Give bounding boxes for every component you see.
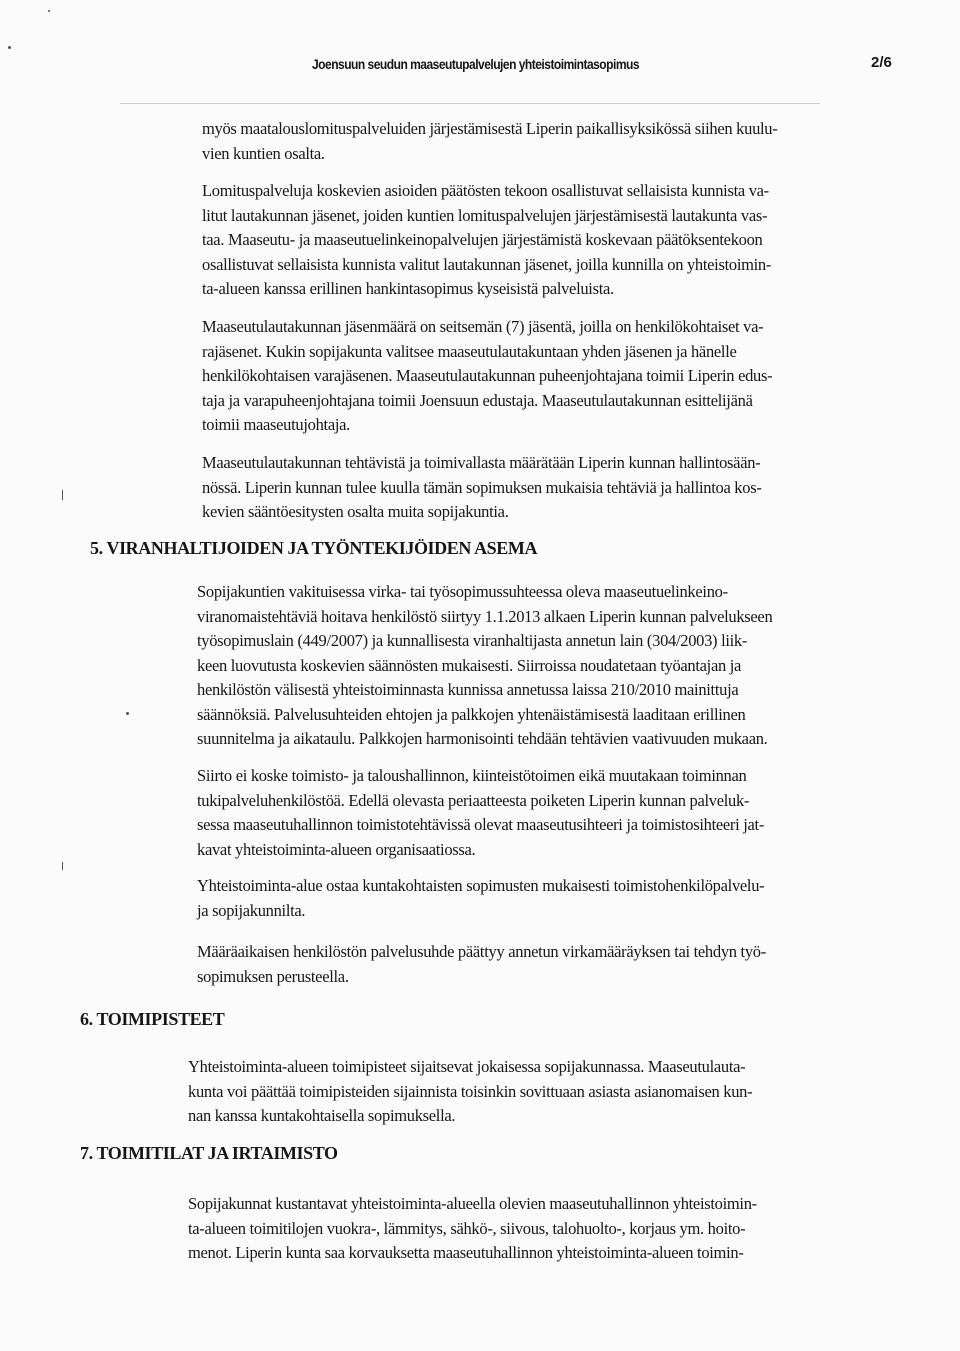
text-line: myös maatalouslomituspalveluiden järjestämisestä Liperin paikallisyksikössä siihen kuulu- <box>202 119 778 138</box>
text-line: sopimuksen perusteella. <box>197 966 349 986</box>
text-line: menot. Liperin kunta saa korvauksetta maaseutuhallinnon yhteistoiminta-alueen toimin- <box>188 1243 744 1262</box>
section-5-heading: 5. VIRANHALTIJOIDEN JA TYÖNTEKIJÖIDEN ASEMA <box>90 538 538 558</box>
scan-speck <box>126 712 129 715</box>
section-6-heading: 6. TOIMIPISTEET <box>80 1009 225 1029</box>
text-line: kunta voi päättää toimipisteiden sijainnista toisinkin sovittuaan asiasta asianomaisen kun- <box>188 1081 753 1101</box>
text-line: kavat yhteistoiminta-alueen organisaatiossa. <box>197 839 476 859</box>
scan-artifact-line <box>120 103 820 104</box>
text-line: Sopijakunnat kustantavat yhteistoiminta-alueella olevien maaseutuhallinnon yhteistoimin- <box>188 1194 757 1213</box>
paragraph-9 <box>188 1055 752 1129</box>
text-line: Maaseutulautakunnan jäsenmäärä on seitsemän (7) jäsentä, joilla on henkilökohtaiset va- <box>202 317 764 336</box>
text-line: ja sopijakunnilta. <box>197 900 306 920</box>
paragraph-4 <box>202 451 762 525</box>
text-line: sessa maaseutuhallinnon toimistotehtävissä olevat maaseutusihteeri ja toimistosihteeri jat- <box>197 815 765 834</box>
text-line: nan kanssa kuntakohtaisella sopimuksella. <box>188 1106 456 1125</box>
paragraph-6 <box>197 764 764 862</box>
paragraph-1 <box>202 117 777 166</box>
text-line: taa. Maaseutu- ja maaseutuelinkeinopalvelujen järjestämistä koskevaan päätöksentekoon <box>202 230 763 249</box>
text-line: toimii maaseutujohtaja. <box>202 415 350 434</box>
page-number: 2/6 <box>871 54 892 71</box>
text-line: henkilöstön välisestä yhteistoiminnasta kunnissa annetussa laissa 210/2010 mainittuja <box>197 680 739 699</box>
text-line: ta-alueen toimitilojen vuokra-, lämmitys, sähkö-, siivous, talohuolto-, korjaus ym. hoito- <box>188 1218 746 1238</box>
paragraph-10 <box>188 1192 757 1266</box>
text-line: suunnitelma ja aikataulu. Palkkojen harmonisointi tehdään tehtävien vaativuuden mukaan. <box>197 729 768 748</box>
text-line: Yhteistoiminta-alueen toimipisteet sijaitsevat jokaisessa sopijakunnassa. Maaseutulauta- <box>188 1057 746 1076</box>
text-line: vien kuntien osalta. <box>202 143 325 163</box>
text-line: litut lautakunnan jäsenet, joiden kuntien lomituspalvelujen järjestämisestä lautakunta vas- <box>202 205 768 225</box>
text-line: nössä. Liperin kunnan tulee kuulla tämän sopimuksen mukaisia tehtäviä ja hallintoa kos- <box>202 477 762 497</box>
text-line: Siirto ei koske toimisto- ja taloushallinnon, kiinteistötoimen eikä muutakaan toiminnan <box>197 766 747 785</box>
text-line: tukipalveluhenkilöstöä. Edellä olevasta periaatteesta poiketen Liperin kunnan palveluk- <box>197 790 750 810</box>
text-line: henkilökohtaisen varajäsenen. Maaseutulautakunnan puheenjohtajana toimii Liperin edus- <box>202 366 773 385</box>
scan-speck <box>8 46 11 49</box>
section-7-heading: 7. TOIMITILAT JA IRTAIMISTO <box>80 1143 338 1163</box>
text-line: keen luovutusta koskevien säännösten mukaisesti. Siirroissa noudatetaan työantajan ja <box>197 655 742 675</box>
paragraph-7 <box>197 874 764 923</box>
scan-speck <box>62 490 63 500</box>
text-line: työsopimuslain (449/2007) ja kunnallisesta viranhaltijasta annetun lain (304/2003) liik- <box>197 631 748 650</box>
text-line: ta-alueen kanssa erillinen hankintasopimus kyseisistä palveluista. <box>202 279 614 298</box>
paragraph-3 <box>202 315 772 438</box>
text-line: Yhteistoiminta-alue ostaa kuntakohtaisten sopimusten mukaisesti toimistohenkilöpalvelu- <box>197 876 765 895</box>
text-line: Lomituspalveluja koskevien asioiden päätösten tekoon osallistuvat sellaisista kunnista va- <box>202 181 769 200</box>
paragraph-5 <box>197 580 772 752</box>
text-line: Sopijakuntien vakituisessa virka- tai työsopimussuhteessa oleva maaseutuelinkeino- <box>197 582 728 601</box>
text-line: säännöksiä. Palvelusuhteiden ehtojen ja palkkojen yhtenäistämisestä laaditaan erillinen <box>197 704 746 724</box>
text-line: rajäsenet. Kukin sopijakunta valitsee maaseutulautakuntaan yhden jäsenen ja hänelle <box>202 341 737 361</box>
paragraph-8 <box>197 940 766 989</box>
text-line: taja ja varapuheenjohtajana toimii Joensuun edustaja. Maaseutulautakunnan esittelijänä <box>202 390 753 410</box>
text-line: osallistuvat sellaisista kunnista valitut lautakunnan jäsenet, joilla kunnilla on yhteistoimin- <box>202 254 772 274</box>
text-line: Maaseutulautakunnan tehtävistä ja toimivallasta määrätään Liperin kunnan hallintosään- <box>202 453 761 472</box>
paragraph-2 <box>202 179 771 302</box>
scan-speck <box>48 10 50 12</box>
document-header-title: Joensuun seudun maaseutupalvelujen yhteistoimintasopimus <box>312 56 640 72</box>
text-line: kevien sääntöesitysten osalta muita sopijakuntia. <box>202 502 509 521</box>
text-line: viranomaistehtäviä hoitava henkilöstö siirtyy 1.1.2013 alkaen Liperin kunnan palvelukseen <box>197 606 773 626</box>
scan-speck <box>62 862 63 870</box>
text-line: Määräaikaisen henkilöstön palvelusuhde päättyy annetun virkamääräyksen tai tehdyn työ- <box>197 942 766 961</box>
